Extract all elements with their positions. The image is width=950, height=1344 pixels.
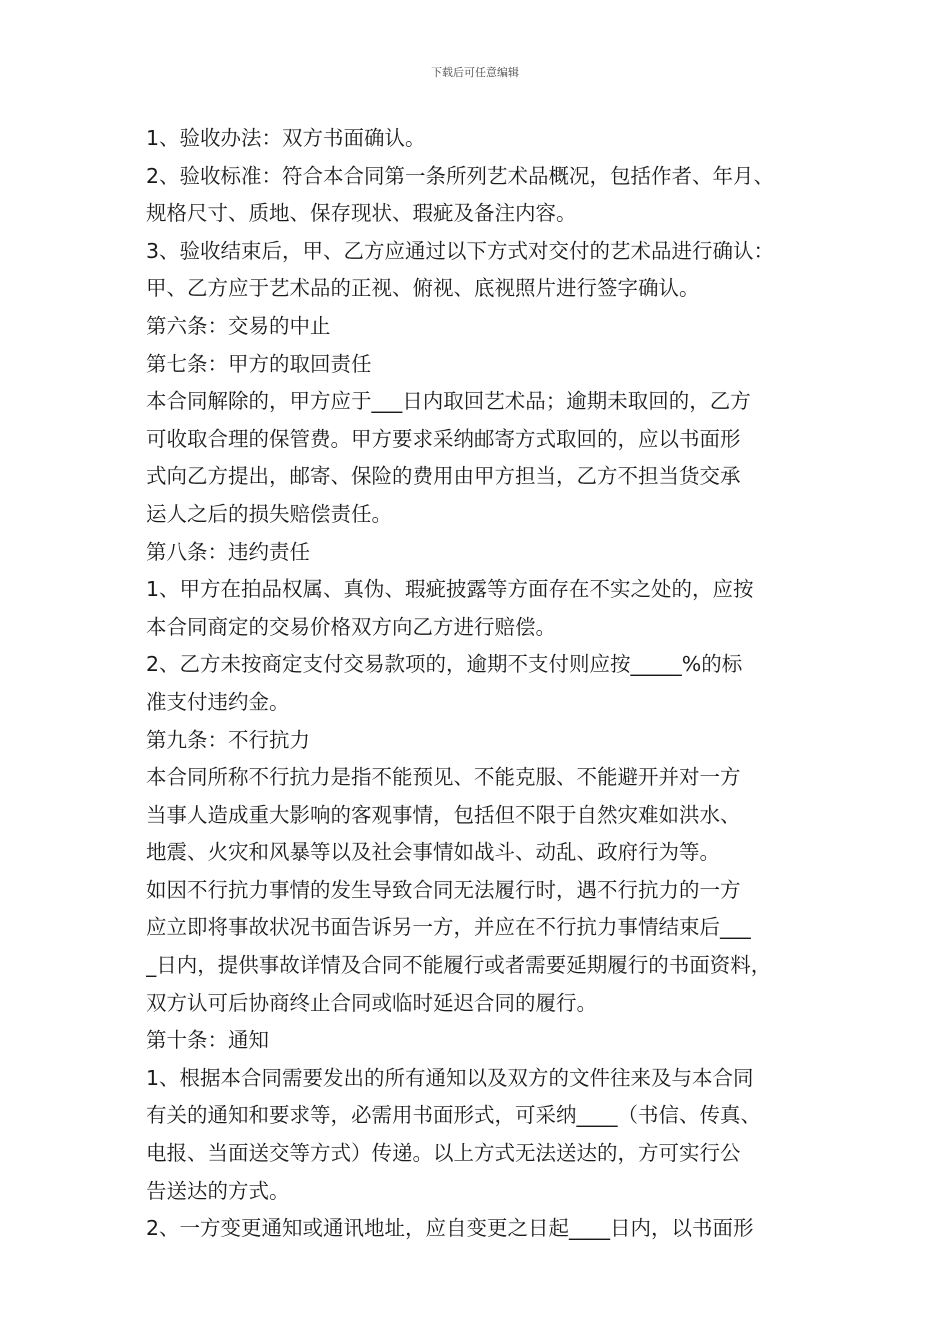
document-body xyxy=(146,120,826,1248)
text-line: 本合同所称不行抗力是指不能预见、不能克服、不能避开并对一方 xyxy=(146,765,741,790)
text-line: 可收取合理的保管费。甲方要求采纳邮寄方式取回的，应以书面形 xyxy=(146,426,741,451)
text-line: 3、验收结束后，甲、乙方应通过以下方式对交付的艺术品进行确认： xyxy=(146,238,775,263)
text-line: 地震、火灾和风暴等以及社会事情如战斗、动乱、政府行为等。 xyxy=(146,840,720,865)
text-line: 如因不行抗力事情的发生导致合同无法履行时，遇不行抗力的一方 xyxy=(146,877,741,902)
text-line: _日内，提供事故详情及合同不能履行或者需要延期履行的书面资料， xyxy=(146,953,772,978)
text-line: 2、验收标准：符合本合同第一条所列艺术品概况，包括作者、年月、 xyxy=(146,163,775,188)
page-header: 下载后可任意编辑 xyxy=(431,66,519,79)
text-line: 运人之后的损失赔偿责任。 xyxy=(146,501,392,526)
text-line: 应立即将事故状况书面告诉另一方，并应在不行抗力事情结束后___ xyxy=(146,915,751,940)
text-line: 本合同商定的交易价格双方向乙方进行赔偿。 xyxy=(146,614,556,639)
section-heading: 第九条：不行抗力 xyxy=(146,727,310,752)
text-line: 1、根据本合同需要发出的所有通知以及双方的文件往来及与本合同 xyxy=(146,1065,754,1090)
text-line: 1、甲方在拍品权属、真伪、瑕疵披露等方面存在不实之处的，应按 xyxy=(146,577,754,602)
text-line: 告送达的方式。 xyxy=(146,1178,290,1203)
text-line: 规格尺寸、质地、保存现状、瑕疵及备注内容。 xyxy=(146,201,577,226)
text-line: 式向乙方提出，邮寄、保险的费用由甲方担当，乙方不担当货交承 xyxy=(146,464,741,489)
text-line: 有关的通知和要求等，必需用书面形式，可采纳____（书信、传真、 xyxy=(146,1103,761,1128)
section-heading: 第六条：交易的中止 xyxy=(146,313,331,338)
text-line: 当事人造成重大影响的客观事情，包括但不限于自然灾难如洪水、 xyxy=(146,802,741,827)
text-line: 电报、当面送交等方式）传递。以上方式无法送达的，方可实行公 xyxy=(146,1141,741,1166)
text-line: 2、乙方未按商定支付交易款项的，逾期不支付则应按_____%的标 xyxy=(146,652,743,677)
text-line: 2、一方变更通知或通讯地址，应自变更之日起____日内，以书面形 xyxy=(146,1216,754,1241)
section-heading: 第八条：违约责任 xyxy=(146,539,310,564)
section-heading: 第十条：通知 xyxy=(146,1028,269,1053)
text-line: 1、验收办法：双方书面确认。 xyxy=(146,126,426,150)
text-line: 双方认可后协商终止合同或临时延迟合同的履行。 xyxy=(146,990,597,1015)
text-line: 本合同解除的，甲方应于___日内取回艺术品；逾期未取回的，乙方 xyxy=(146,389,751,414)
text-line: 准支付违约金。 xyxy=(146,689,290,714)
text-line: 甲、乙方应于艺术品的正视、俯视、底视照片进行签字确认。 xyxy=(146,276,700,301)
section-heading: 第七条：甲方的取回责任 xyxy=(146,351,372,376)
